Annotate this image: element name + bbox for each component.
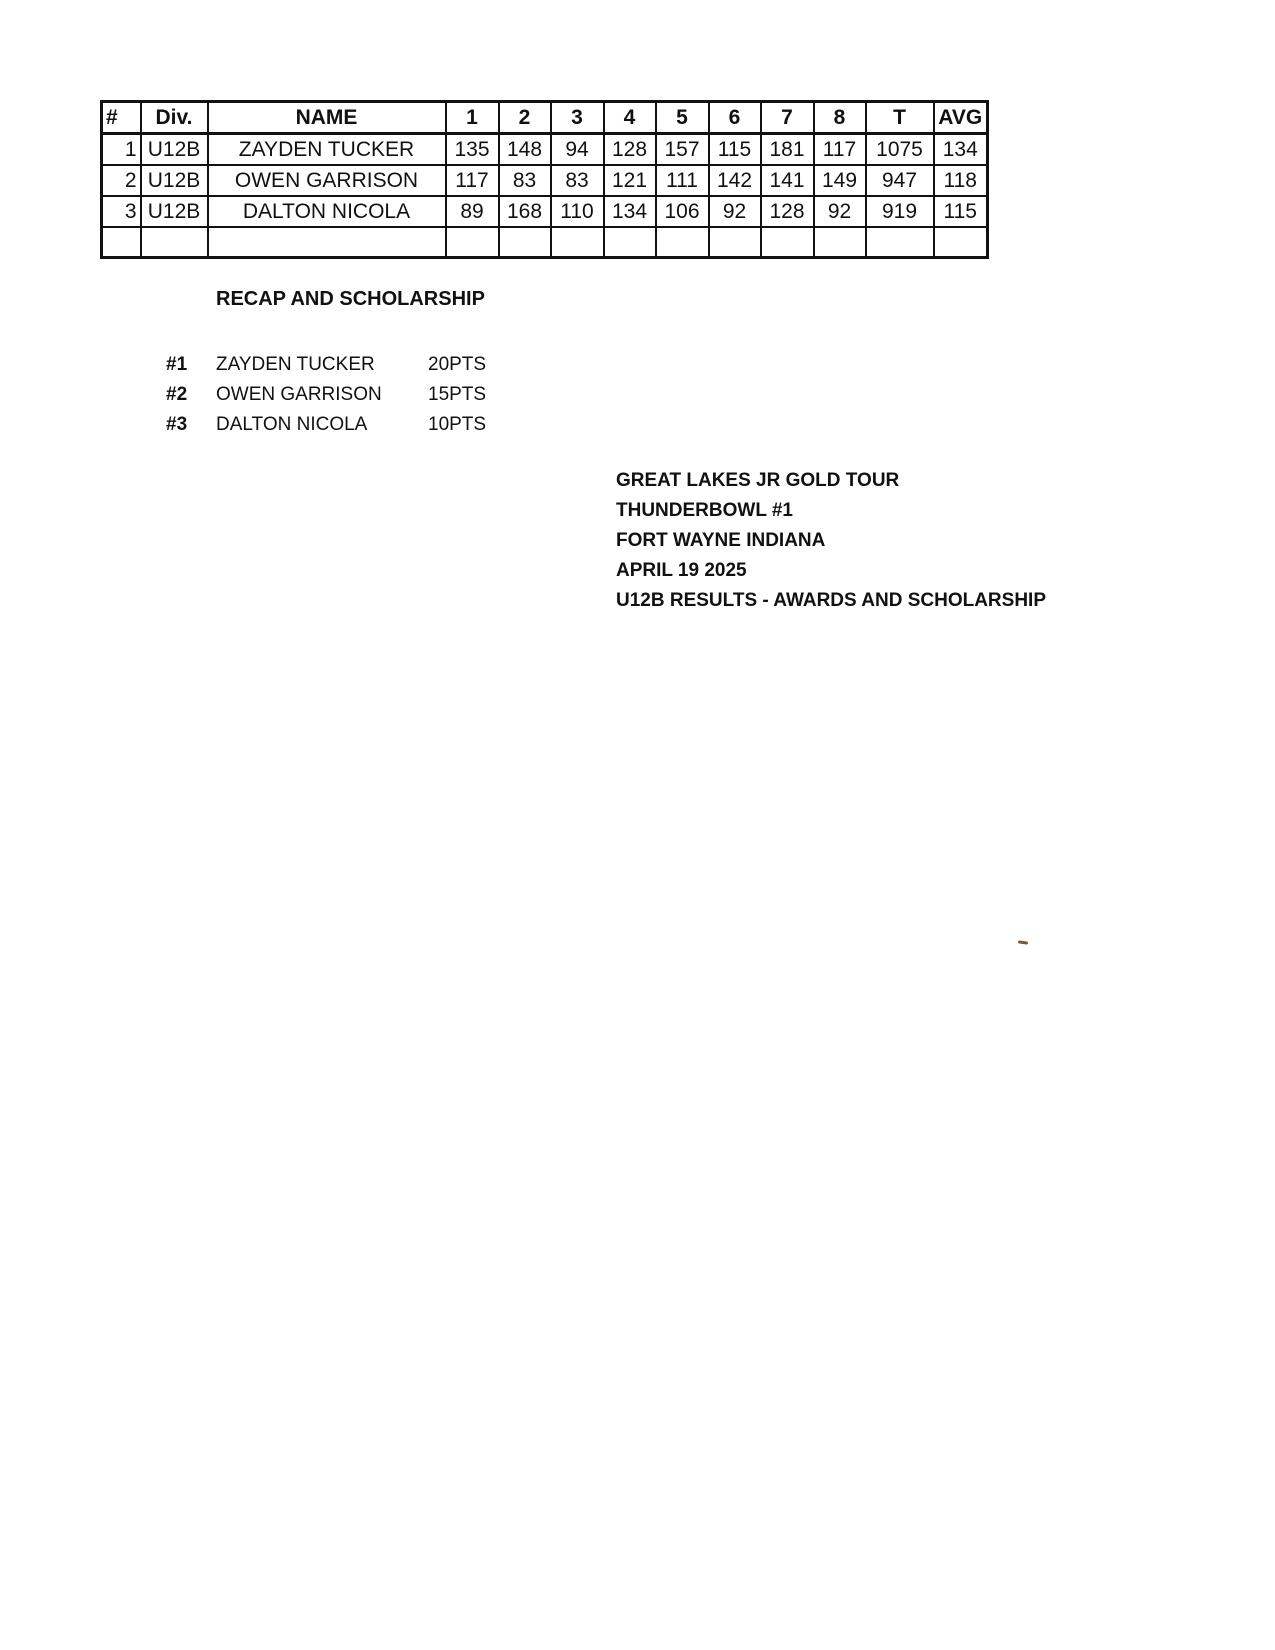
cell-game-8: 117 [814,134,866,166]
recap-item [166,350,506,380]
empty-cell [761,227,814,258]
recap-name: ZAYDEN TUCKER [216,354,375,375]
table-row [102,165,988,196]
header-game-4: 4 [604,102,656,134]
recap-title: RECAP AND SCHOLARSHIP [216,288,485,310]
cell-game-4: 121 [604,165,656,196]
header-rank: # [102,102,141,134]
cell-name: OWEN GARRISON [208,165,446,196]
cell-game-2: 83 [499,165,551,196]
header-game-2: 2 [499,102,551,134]
cell-game-3: 94 [551,134,604,166]
header-name: NAME [208,102,446,134]
empty-cell [208,227,446,258]
results-table [100,100,989,259]
recap-rank: #3 [166,414,188,435]
recap-name: OWEN GARRISON [216,384,382,405]
table-row [102,134,988,166]
header-game-1: 1 [446,102,499,134]
empty-cell [656,227,709,258]
cell-game-1: 117 [446,165,499,196]
cell-game-5: 106 [656,196,709,227]
empty-cell [709,227,761,258]
recap-item [166,410,506,440]
cell-total: 1075 [866,134,934,166]
recap-points: 10PTS [428,414,487,435]
cell-game-6: 115 [709,134,761,166]
cell-rank: 1 [102,134,141,166]
event-tour-name: GREAT LAKES JR GOLD TOUR [616,470,900,491]
cell-rank: 2 [102,165,141,196]
header-division: Div. [141,102,208,134]
cell-game-6: 142 [709,165,761,196]
cell-name: ZAYDEN TUCKER [208,134,446,166]
event-location: FORT WAYNE INDIANA [616,530,826,551]
cell-game-3: 83 [551,165,604,196]
recap-rank: #2 [166,384,188,405]
empty-cell [141,227,208,258]
cell-game-2: 168 [499,196,551,227]
table-row [102,196,988,227]
cell-average: 115 [934,196,988,227]
cell-game-7: 181 [761,134,814,166]
cell-name: DALTON NICOLA [208,196,446,227]
empty-cell [446,227,499,258]
cell-game-4: 128 [604,134,656,166]
header-game-3: 3 [551,102,604,134]
cell-game-8: 92 [814,196,866,227]
cell-game-1: 89 [446,196,499,227]
header-total: T [866,102,934,134]
event-date: APRIL 19 2025 [616,560,747,581]
cell-average: 134 [934,134,988,166]
empty-cell [934,227,988,258]
scan-speck [1018,940,1028,944]
recap-name: DALTON NICOLA [216,414,368,435]
header-game-5: 5 [656,102,709,134]
event-info [616,466,1046,616]
cell-average: 118 [934,165,988,196]
cell-game-8: 149 [814,165,866,196]
recap-points: 20PTS [428,354,487,375]
cell-game-2: 148 [499,134,551,166]
event-venue: THUNDERBOWL #1 [616,500,793,521]
cell-division: U12B [141,134,208,166]
cell-division: U12B [141,196,208,227]
empty-cell [866,227,934,258]
table-header-row [102,102,988,134]
table-row-empty [102,227,988,258]
recap-list [166,350,506,440]
event-subtitle: U12B RESULTS - AWARDS AND SCHOLARSHIP [616,590,1046,611]
cell-game-5: 111 [656,165,709,196]
cell-game-7: 128 [761,196,814,227]
header-game-6: 6 [709,102,761,134]
recap-item [166,380,506,410]
cell-total: 947 [866,165,934,196]
empty-cell [551,227,604,258]
empty-cell [814,227,866,258]
empty-cell [102,227,141,258]
cell-game-1: 135 [446,134,499,166]
cell-rank: 3 [102,196,141,227]
cell-game-3: 110 [551,196,604,227]
cell-game-4: 134 [604,196,656,227]
header-game-7: 7 [761,102,814,134]
empty-cell [604,227,656,258]
recap-points: 15PTS [428,384,487,405]
empty-cell [499,227,551,258]
cell-total: 919 [866,196,934,227]
cell-game-6: 92 [709,196,761,227]
cell-division: U12B [141,165,208,196]
recap-rank: #1 [166,354,188,375]
header-game-8: 8 [814,102,866,134]
cell-game-7: 141 [761,165,814,196]
cell-game-5: 157 [656,134,709,166]
header-average: AVG [934,102,988,134]
